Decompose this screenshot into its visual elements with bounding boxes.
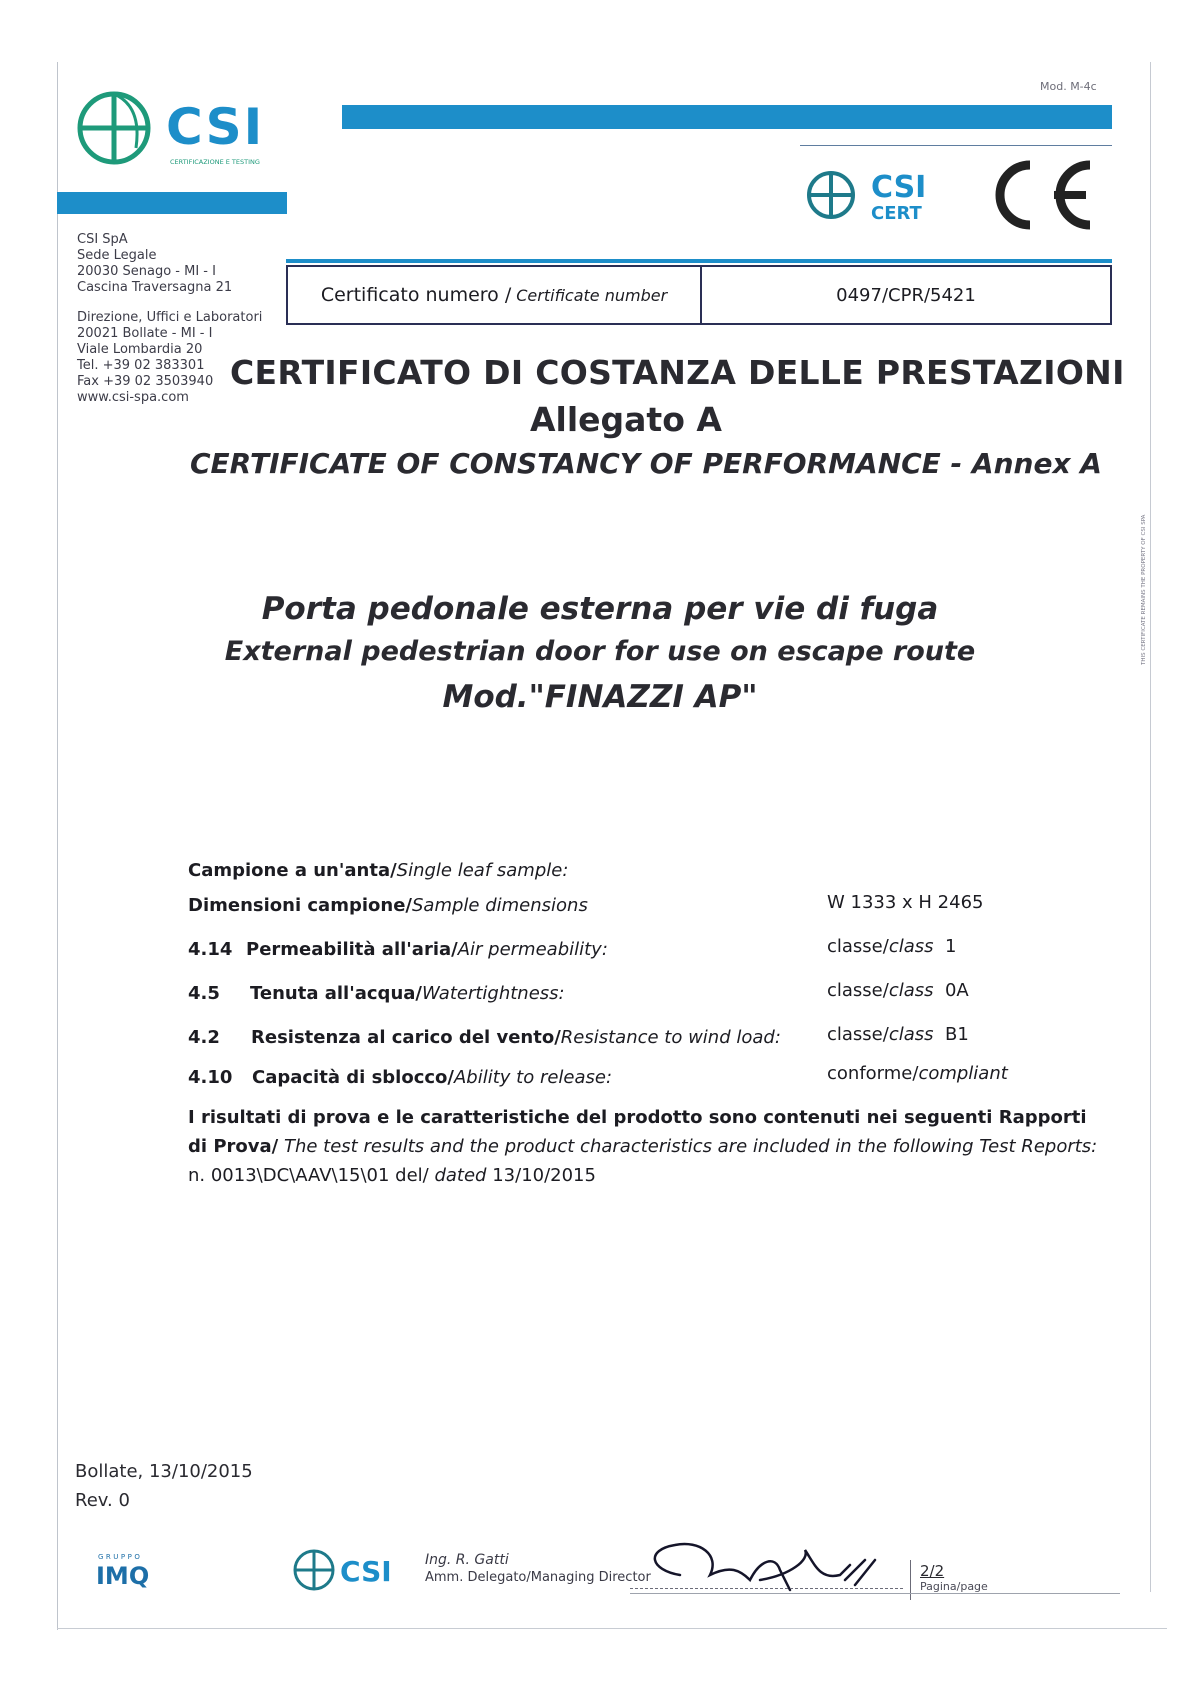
- spec-dimensions-value: W 1333 x H 2465: [827, 892, 984, 913]
- side-note-text: THIS CERTIFICATE REMAINS THE PROPERTY OF CSI SPA: [1141, 514, 1147, 665]
- certificate-number-box: [286, 265, 1112, 325]
- legal-city: 20030 Senago - MI - I: [77, 264, 216, 279]
- csi-logo-tagline: CERTIFICAZIONE E TESTING: [170, 158, 260, 166]
- cert-box-accent: [286, 259, 1112, 263]
- header-bar: [342, 105, 1112, 129]
- test-results-statement: I risultati di prova e le caratteristiche del prodotto sono contenuti nei seguenti Rapporti di Prova/ The test results and the product characteristics are included in the following Test Reports: n. 0013\DC\AAV\15\01 del/ dated 13/10/2015: [188, 1107, 1098, 1186]
- side-note: [1136, 420, 1148, 670]
- product-name-it: Porta pedonale esterna per vie di fuga: [261, 591, 939, 627]
- telephone: Tel. +39 02 383301: [77, 358, 205, 373]
- offices-street: Viale Lombardia 20: [77, 342, 203, 357]
- company-name: CSI SpA: [77, 232, 128, 247]
- cert-logo-bottom: CERT: [871, 203, 922, 224]
- csi-cert-logo: [805, 163, 953, 227]
- legal-street: Cascina Traversagna 21: [77, 280, 233, 295]
- fax: Fax +39 02 3503940: [77, 374, 214, 389]
- offices-city: 20021 Bollate - MI - I: [77, 326, 213, 341]
- group-label: GRUPPO: [98, 1553, 143, 1561]
- product-name-en: External pedestrian door for use on escape route: [224, 636, 976, 667]
- header-bar-left: [57, 192, 287, 214]
- imq-group-logo: [94, 1550, 162, 1590]
- spec-row-value: classe/class 0A: [827, 980, 969, 1001]
- spec-row: 4.14 Permeabilità all'aria/Air permeability:: [188, 939, 608, 960]
- cert-logo-top: CSI: [871, 170, 927, 205]
- divider: [800, 145, 1112, 146]
- spec-row: 4.5 Tenuta all'acqua/Watertightness:: [188, 983, 565, 1004]
- spec-row-value: classe/class 1: [827, 936, 957, 957]
- signature-icon: [640, 1530, 890, 1610]
- signer-role: Amm. Delegato/Managing Director: [425, 1570, 651, 1585]
- module-code: Mod. M-4c: [1040, 80, 1097, 93]
- certificate-number: 0497/CPR/5421: [836, 284, 976, 306]
- globe-icon: [80, 94, 148, 162]
- signature-line: [630, 1588, 903, 1589]
- globe-icon: [809, 173, 853, 217]
- page-border-bottom: [57, 1628, 1167, 1629]
- spec-dimensions: Dimensioni campione/Sample dimensions: [188, 895, 588, 916]
- spec-sample: Campione a un'anta/Single leaf sample:: [188, 860, 569, 881]
- footer-rule: [630, 1593, 1120, 1594]
- title-annex: Allegato A: [530, 400, 722, 439]
- signer-name: Ing. R. Gatti: [425, 1552, 509, 1568]
- page-separator: [910, 1560, 911, 1600]
- page-border-right: [1150, 62, 1151, 1592]
- legal-seat-label: Sede Legale: [77, 248, 157, 263]
- offices-label: Direzione, Uffici e Laboratori: [77, 310, 263, 325]
- product-model: Mod."FINAZZI AP": [442, 679, 758, 715]
- spec-row: 4.10 Capacità di sblocco/Ability to release:: [188, 1067, 613, 1088]
- signer-block: [425, 1551, 651, 1587]
- place-and-date: Bollate, 13/10/2015 Rev. 0: [75, 1461, 253, 1511]
- csi-logo: [74, 86, 296, 170]
- certificate-number-label: Certificato numero / Certificate number: [288, 267, 702, 323]
- title-english: CERTIFICATE OF CONSTANCY OF PERFORMANCE - Annex A: [190, 447, 1102, 480]
- title-italian: CERTIFICATO DI COSTANZA DELLE PRESTAZIONI: [230, 353, 1125, 392]
- csi-footer-logo: [292, 1545, 410, 1595]
- spec-row-value: conforme/compliant: [827, 1063, 1008, 1084]
- group-name: IMQ: [96, 1562, 150, 1590]
- csi-logo-text: CSI: [166, 98, 265, 156]
- ce-mark-icon: [980, 155, 1100, 235]
- page-border-left: [57, 62, 58, 1630]
- spec-row-value: classe/class B1: [827, 1024, 969, 1045]
- spec-row: 4.2 Resistenza al carico del vento/Resistance to wind load:: [188, 1027, 781, 1048]
- page-number: 2/2 Pagina/page: [920, 1562, 988, 1593]
- csi-footer-logo-text: CSI: [340, 1555, 392, 1588]
- globe-icon: [295, 1551, 333, 1589]
- website: www.csi-spa.com: [77, 390, 189, 405]
